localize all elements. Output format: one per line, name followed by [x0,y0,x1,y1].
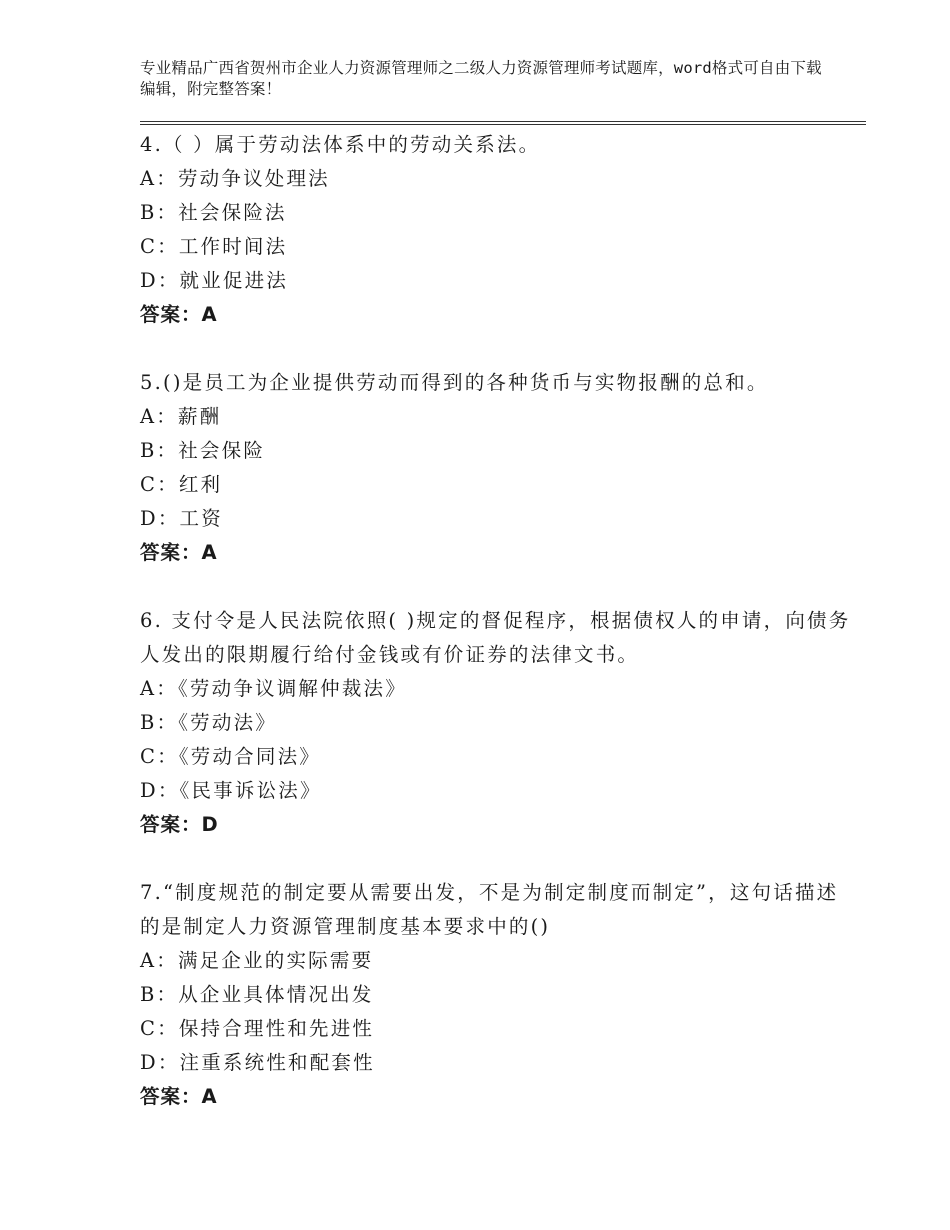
question-text: 7.“制度规范的制定要从需要出发，不是为制定制度而制定”，这句话描述的是制定人力资源管理制度基本要求中的() [140,881,839,938]
answer-label: 答案：D [140,813,219,836]
answer-label: 答案：A [140,303,218,326]
question-text: 6. 支付令是人民法院依照( )规定的督促程序，根据债权人的申请，向债务人发出的限期履行给付金钱或有价证券的法律文书。 [140,609,851,666]
question-7 [140,876,860,1114]
question-text: 5.()是员工为企业提供劳动而得到的各种货币与实物报酬的总和。 [140,371,769,394]
option-b: B：社会保险法 [140,201,287,224]
option-b: B：《劳动法》 [140,711,277,734]
answer-label: 答案：A [140,541,218,564]
option-c: C：保持合理性和先进性 [140,1017,375,1040]
question-6 [140,604,860,842]
question-list [140,128,860,1148]
question-5 [140,366,860,570]
option-c: C：工作时间法 [140,235,288,258]
header-divider-top [140,121,866,122]
option-b: B：从企业具体情况出发 [140,983,374,1006]
option-a: A：满足企业的实际需要 [140,949,374,972]
option-d: D：就业促进法 [140,269,289,292]
document-header: 专业精品广西省贺州市企业人力资源管理师之二级人力资源管理师考试题库，word格式可自由下载编辑，附完整答案！ [140,59,822,98]
question-4 [140,128,860,332]
option-d: D：工资 [140,507,223,530]
option-b: B：社会保险 [140,439,266,462]
option-c: C：红利 [140,473,223,496]
option-a: A：劳动争议处理法 [140,167,330,190]
option-d: D：注重系统性和配套性 [140,1051,375,1074]
question-text: 4.（ ）属于劳动法体系中的劳动关系法。 [140,133,541,156]
option-d: D：《民事诉讼法》 [140,779,322,802]
header-divider-bottom [140,124,866,125]
option-a: A：薪酬 [140,405,222,428]
option-c: C：《劳动合同法》 [140,745,321,768]
answer-label: 答案：A [140,1085,218,1108]
option-a: A：《劳动争议调解仲裁法》 [140,677,407,700]
